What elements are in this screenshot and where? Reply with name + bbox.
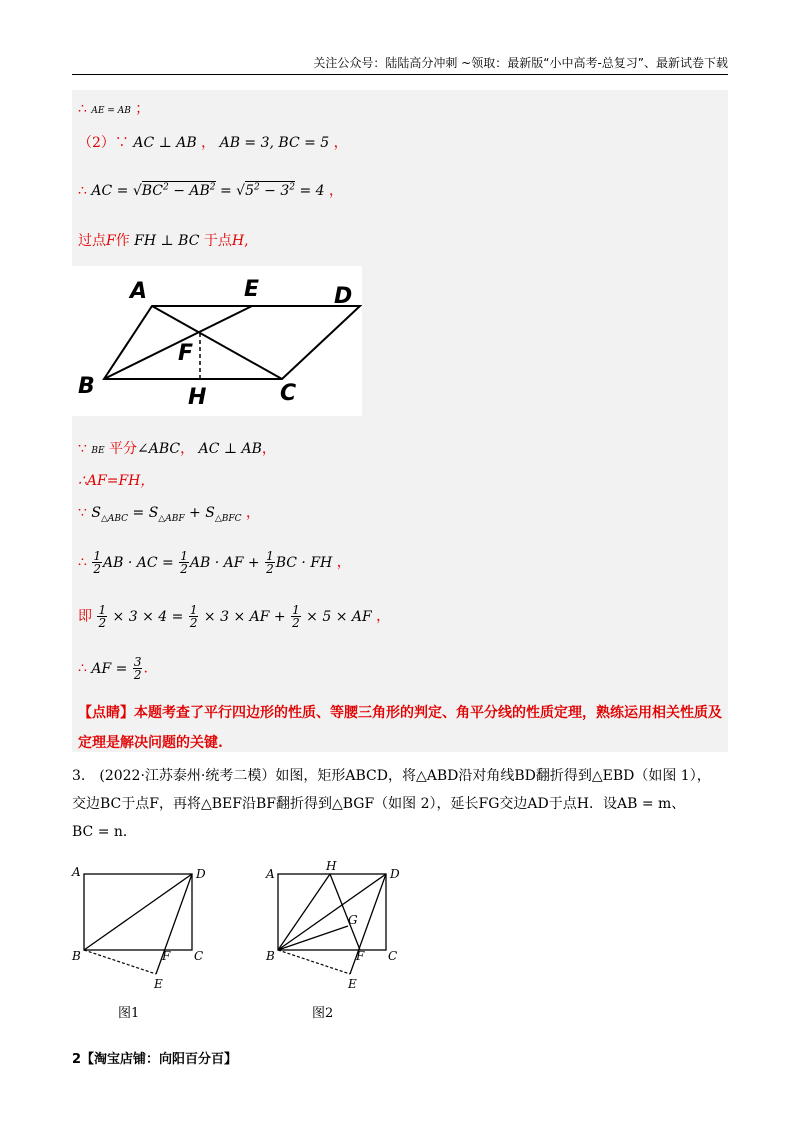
label-b: B xyxy=(78,374,95,399)
solution-line-9: 即 $\frac{1}{2}$ × 3 × 4 = $\frac{1}{2}$ × 3 × AF + $\frac{1}{2}$ × 5 × AF ， xyxy=(78,603,391,630)
diagonal-bd xyxy=(278,874,386,950)
header-rule xyxy=(72,74,728,75)
label-e: E xyxy=(154,977,163,991)
segment-be-dashed xyxy=(278,950,350,974)
caption-fig-1: 图1 xyxy=(118,1006,140,1021)
label-h: H xyxy=(326,859,337,873)
note-line-2: 定理是解决问题的关键. xyxy=(78,735,223,751)
label-h: H xyxy=(188,385,207,410)
solution-line-2: （2）∵ AC ⊥ AB ， AB = 3, BC = 5 ， xyxy=(78,135,348,151)
solution-line-4: 过点F作 FH ⊥ BC 于点H, xyxy=(78,233,249,249)
page-header: 关注公众号：陆陆高分冲刺 ~领取：最新版“小中高考-总复习”、最新试卷下载 xyxy=(313,56,728,70)
footer-shop: 【淘宝店铺：向阳百分百】 xyxy=(81,1052,238,1067)
problem-line-1: 3. (2022·江苏泰州·统考二模）如图，矩形ABCD，将△ABD沿对角线BD翻折得到△EBD（如图 1）， xyxy=(72,768,711,784)
page-number: 2 xyxy=(72,1052,82,1067)
label-f: F xyxy=(178,341,194,366)
label-b: B xyxy=(266,949,275,963)
segment-bg xyxy=(278,926,348,950)
label-g: G xyxy=(348,913,358,927)
figure-parallelogram xyxy=(72,266,362,416)
label-a: A xyxy=(266,867,275,881)
label-c: C xyxy=(388,949,398,963)
label-c: C xyxy=(280,381,297,406)
page-footer xyxy=(72,1048,237,1067)
problem-line-2: 交边BC于点F，再将△BEF沿BF翻折得到△BGF（如图 2），延长FG交边AD于点H．设AB = m、 xyxy=(72,796,686,812)
solution-line-5: ∵ BE 平分∠ABC， AC ⊥ AB， xyxy=(78,441,276,457)
figure-fold-2 xyxy=(262,856,422,994)
label-a: A xyxy=(72,865,81,879)
segment-hf xyxy=(330,874,360,950)
solution-line-1: ∴ AE = AB ； xyxy=(78,101,150,117)
diagonal-bd xyxy=(84,874,192,950)
label-b: B xyxy=(72,949,81,963)
label-d: D xyxy=(196,867,206,881)
label-d: D xyxy=(334,284,353,309)
segment-bh xyxy=(278,874,330,950)
note-line-1: 【点睛】本题考查了平行四边形的性质、等腰三角形的判定、角平分线的性质定理，熟练运用相关性质及 xyxy=(78,705,722,721)
solution-line-7: ∵ $S_{\triangle ABC} = S_{\triangle ABF} + S_{\triangle BFC}$ ， xyxy=(78,505,260,524)
diagonal-ac xyxy=(152,306,282,379)
solution-block xyxy=(72,90,728,752)
solution-line-8: ∴ $\frac{1}{2}$ AB · AC = $\frac{1}{2}$ AB · AF + $\frac{1}{2}$ BC · FH ， xyxy=(78,549,351,576)
label-e: E xyxy=(244,277,260,302)
label-f: F xyxy=(162,949,171,963)
label-a: A xyxy=(130,279,148,304)
label-c: C xyxy=(194,949,204,963)
solution-line-6: ∴AF=FH， xyxy=(78,473,155,489)
label-d: D xyxy=(390,867,400,881)
segment-be-dashed xyxy=(84,950,156,974)
label-e: E xyxy=(348,977,357,991)
figure-fold-1 xyxy=(68,864,228,994)
label-f: F xyxy=(356,949,365,963)
problem-3 xyxy=(72,762,728,846)
problem-line-3: BC = n． xyxy=(72,824,137,840)
parallelogram-svg xyxy=(72,266,362,416)
solution-line-3: ∴ AC = $√BC^2 - AB^2 = √5^2 - 3^2 = 4$ ， xyxy=(78,182,344,199)
solution-line-10: ∴ AF = $\frac{3}{2}$ . xyxy=(78,655,148,682)
caption-fig-2: 图2 xyxy=(312,1006,334,1021)
